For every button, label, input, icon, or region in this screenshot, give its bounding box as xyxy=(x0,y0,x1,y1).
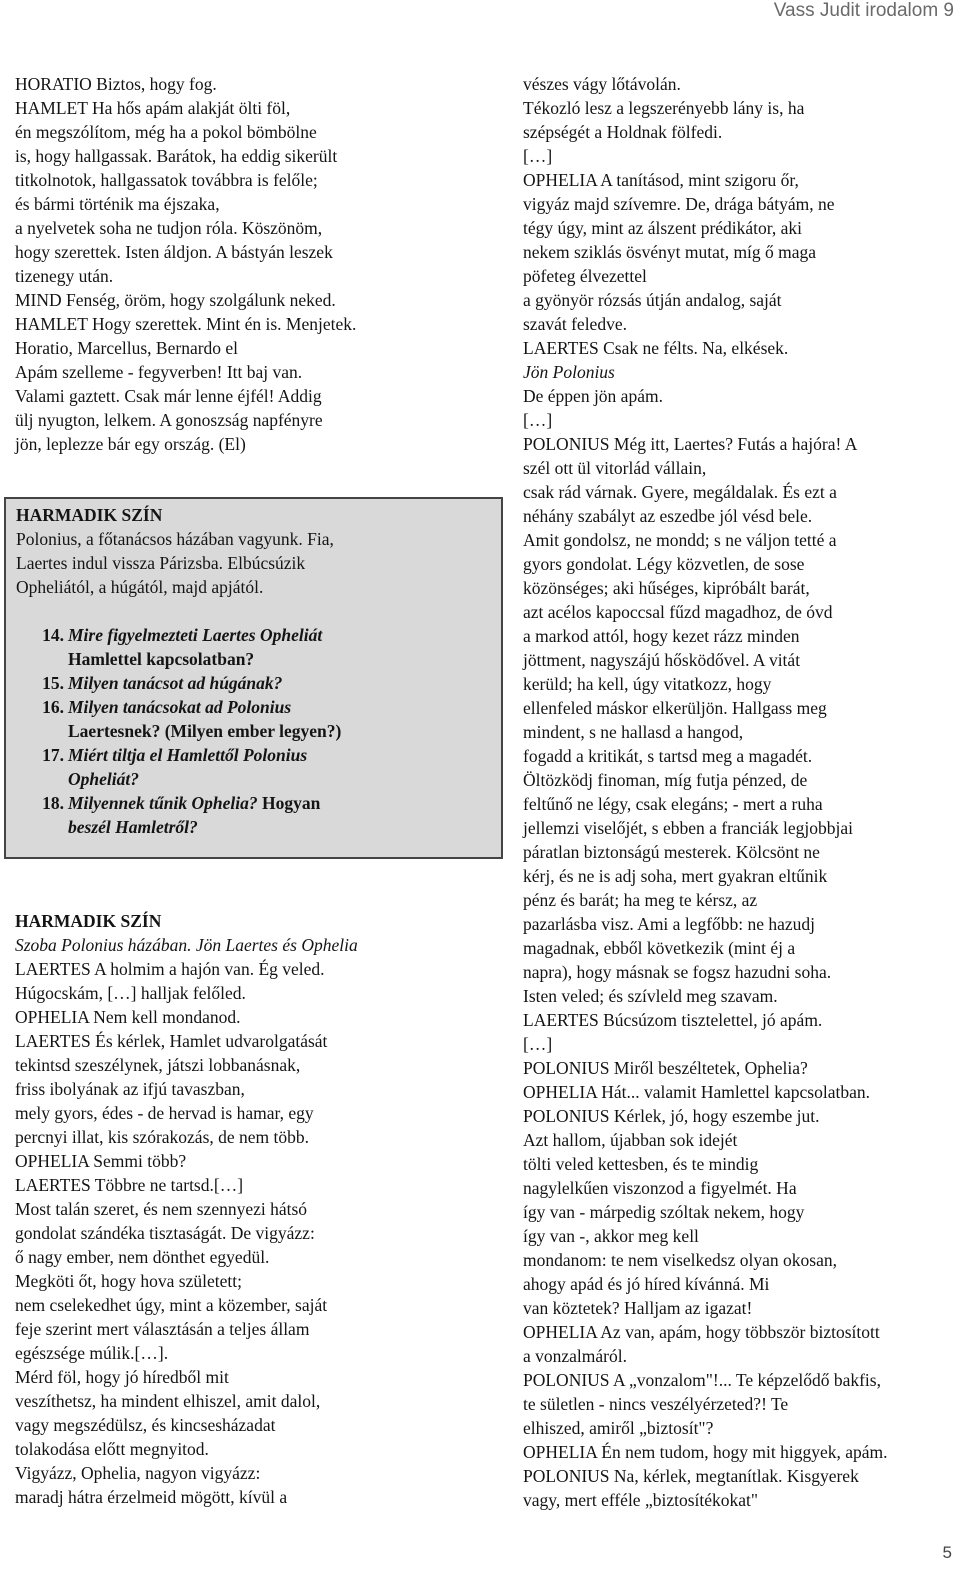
question-text xyxy=(68,671,282,695)
text-line: Mérd föl, hogy jó híredből mit xyxy=(15,1367,229,1387)
text-line: pénz és barát; ha meg te kérsz, az xyxy=(523,890,758,910)
text-line: HORATIO Biztos, hogy fog. xyxy=(15,74,217,94)
question-italic-text: Milyen tanácsot ad húgának? xyxy=(68,673,283,693)
text-line: MIND Fenség, öröm, hogy szolgálunk neked. xyxy=(15,290,336,310)
text-line: veszíthetsz, ha mindent elhiszel, amit dalol, xyxy=(15,1391,321,1411)
text-line: egészsége múlik.[…]. xyxy=(15,1343,169,1363)
text-line: POLONIUS A „vonzalom"!... Te képzelődő bakfis, xyxy=(523,1370,881,1390)
text-line: csak rád várnak. Gyere, megáldalak. És ezt a xyxy=(523,482,837,502)
text-line: Vigyázz, Ophelia, nagyon vigyázz: xyxy=(15,1463,261,1483)
question-text xyxy=(68,719,341,743)
text-line: hogy szerettek. Isten áldjon. A bástyán leszek xyxy=(15,242,333,262)
text-line: vigyáz majd szívemre. De, drága bátyám, ne xyxy=(523,194,835,214)
question-italic-text: Mire figyelmezteti Laertes Opheliát xyxy=(68,625,323,645)
text-line: Öltözködj finoman, míg futja pénzed, de xyxy=(523,770,808,790)
text-line: HAMLET Ha hős apám alakját ölti föl, xyxy=(15,98,291,118)
question-text xyxy=(68,623,322,647)
question-italic-text: Milyennek tűnik Ophelia? xyxy=(68,793,258,813)
text-line: POLONIUS Még itt, Laertes? Futás a hajóra! A xyxy=(523,434,858,454)
question-number: 16. xyxy=(42,697,64,717)
text-line: mondanom: te nem viselkedsz olyan okosan, xyxy=(523,1250,837,1270)
text-line: Isten veled; és szívleld meg szavam. xyxy=(523,986,778,1006)
text-line: mindent, s ne hallasd a hangod, xyxy=(523,722,744,742)
text-line: Amit gondolsz, ne mondd; s ne váljon tetté a xyxy=(523,530,837,550)
scene-lines xyxy=(15,957,500,1509)
page-number: 5 xyxy=(942,1543,952,1562)
question-italic-text: beszél Hamletről? xyxy=(68,817,198,837)
text-line: feltűnő ne légy, csak elegáns; - mert a ruha xyxy=(523,794,823,814)
text-line: a gyönyör rózsás útján andalog, saját xyxy=(523,290,782,310)
text-line: kérj, és ne is adj soha, mert gyakran eltűnik xyxy=(523,866,828,886)
text-line: szavát feledve. xyxy=(523,314,627,334)
text-line: néhány szabályt az eszedbe jól vésd bele. xyxy=(523,506,813,526)
question-line xyxy=(16,719,491,743)
text-line: percnyi illat, kis szórakozás, de nem több. xyxy=(15,1127,310,1147)
text-line: közönséges; aki hűséges, kipróbált barát, xyxy=(523,578,810,598)
text-line: gyors gondolat. Légy közvetlen, de sose xyxy=(523,554,805,574)
text-line: HAMLET Hogy szerettek. Mint én is. Menjetek. xyxy=(15,314,357,334)
text-line: tölti veled kettesben, és te mindig xyxy=(523,1154,759,1174)
text-line: elhiszed, amiről „biztosít"? xyxy=(523,1418,714,1438)
question-text xyxy=(68,815,198,839)
question-line xyxy=(16,695,491,719)
text-line: Azt hallom, újabban sok idejét xyxy=(523,1130,738,1150)
text-line: OPHELIA A tanításod, mint szigoru őr, xyxy=(523,170,799,190)
text-line: így van -, akkor meg kell xyxy=(523,1226,699,1246)
right-column xyxy=(523,72,960,1512)
question-number xyxy=(28,719,68,743)
text-line: Apám szelleme - fegyverben! Itt baj van. xyxy=(15,362,303,382)
text-line: pöfeteg élvezettel xyxy=(523,266,647,286)
text-line: szél ott ül vitorlád vállain, xyxy=(523,458,707,478)
text-line: LAERTES Csak ne félts. Na, elkések. xyxy=(523,338,789,358)
text-line: én megszólítom, még ha a pokol bömbölne xyxy=(15,122,317,142)
text-line: […] xyxy=(523,146,553,166)
text-line: POLONIUS Na, kérlek, megtanítlak. Kisgyerek xyxy=(523,1466,859,1486)
text-line: ellenfeled máskor elkerüljön. Hallgass meg xyxy=(523,698,827,718)
question-line xyxy=(16,791,491,815)
text-line: Most talán szeret, és nem szennyezi hátsó xyxy=(15,1199,308,1219)
text-line: nem cselekedhet úgy, mint a közember, saját xyxy=(15,1295,328,1315)
question-number xyxy=(28,767,68,791)
text-line: tégy úgy, mint az álszent prédikátor, aki xyxy=(523,218,803,238)
text-line: kerüld; ha kell, úgy vitatkozz, hogy xyxy=(523,674,772,694)
box-intro xyxy=(16,527,491,599)
text-line: fogadd a kritikát, s tartsd meg a magadét. xyxy=(523,746,813,766)
text-line: van köztetek? Halljam az igazat! xyxy=(523,1298,753,1318)
question-text xyxy=(68,695,291,719)
text-line: is, hogy hallgassak. Barátok, ha eddig sikerült xyxy=(15,146,338,166)
text-line: OPHELIA Hát... valamit Hamlettel kapcsolatban. xyxy=(523,1082,870,1102)
text-line: napra), hogy másnak se fogsz hazudni soha. xyxy=(523,962,832,982)
text-line: Horatio, Marcellus, Bernardo el xyxy=(15,338,239,358)
question-line xyxy=(16,767,491,791)
text-line: így van - márpedig szóltak nekem, hogy xyxy=(523,1202,805,1222)
text-line: te sületlen - nincs veszélyérzeted?! Te xyxy=(523,1394,789,1414)
text-line: jön, leplezze bár egy ország. (El) xyxy=(15,434,246,454)
text-line: LAERTES Búcsúzom tisztelettel, jó apám. xyxy=(523,1010,823,1030)
question-number: 14. xyxy=(42,625,64,645)
question-plain-text: Laertesnek? (Milyen ember legyen?) xyxy=(68,721,342,741)
text-line: tizenegy után. xyxy=(15,266,114,286)
text-line: páratlan biztonságú mesterek. Kölcsönt ne xyxy=(523,842,820,862)
scene-text xyxy=(15,909,500,1509)
text-line: nekem sziklás ösvényt mutat, míg ő maga xyxy=(523,242,817,262)
question-number: 18. xyxy=(42,793,64,813)
text-line: LAERTES A holmim a hajón van. Ég veled. xyxy=(15,959,325,979)
text-line: OPHELIA Az van, apám, hogy többször biztosított xyxy=(523,1322,880,1342)
text-line: LAERTES És kérlek, Hamlet udvarolgatását xyxy=(15,1031,328,1051)
text-line: szépségét a Holdnak fölfedi. xyxy=(523,122,723,142)
text-line: Tékozló lesz a legszerényebb lány is, ha xyxy=(523,98,805,118)
text-line: tekintsd szeszélynek, játszi lobbanásnak, xyxy=(15,1055,301,1075)
question-italic-text: Miért tiltja el Hamlettől Polonius xyxy=(68,745,308,765)
text-line: mely gyors, édes - de hervad is hamar, egy xyxy=(15,1103,314,1123)
text-line: Opheliától, a húgától, majd apjától. xyxy=(16,577,264,597)
question-number: 17. xyxy=(42,745,64,765)
scene-info-box xyxy=(4,497,503,859)
text-line: Valami gaztett. Csak már lenne éjfél! Addig xyxy=(15,386,322,406)
question-line xyxy=(16,815,491,839)
text-line: maradj hátra érzelmeid mögött, kívül a xyxy=(15,1487,288,1507)
text-line: Polonius, a főtanácsos házában vagyunk. Fia, xyxy=(16,529,334,549)
text-line: De éppen jön apám. xyxy=(523,386,663,406)
text-line: […] xyxy=(523,1034,553,1054)
text-line: nagylelkűen viszonzod a figyelmét. Ha xyxy=(523,1178,797,1198)
box-title: HARMADIK SZÍN xyxy=(16,505,163,525)
text-line: a nyelvetek soha ne tudjon róla. Köszönöm, xyxy=(15,218,323,238)
stage-direction: Szoba Polonius házában. Jön Laertes és Ophelia xyxy=(15,935,358,955)
text-line: tolakodása előtt megnyitod. xyxy=(15,1439,209,1459)
text-line: OPHELIA Semmi több? xyxy=(15,1151,187,1171)
question-line xyxy=(16,671,491,695)
question-italic-text: Opheliát? xyxy=(68,769,139,789)
text-line: OPHELIA Én nem tudom, hogy mit higgyek, apám. xyxy=(523,1442,888,1462)
text-line: gondolat szándéka tisztaságát. De vigyázz: xyxy=(15,1223,315,1243)
question-number xyxy=(28,815,68,839)
text-line: pazarlásba visz. Ami a legfőbb: ne hazudj xyxy=(523,914,816,934)
question-plain-text: Hamlettel kapcsolatban? xyxy=(68,649,255,669)
text-line: ahogy apád és jó híred kívánná. Mi xyxy=(523,1274,770,1294)
question-text xyxy=(68,743,307,767)
question-text xyxy=(68,767,139,791)
text-line: azt acélos kapoccsal fűzd magadhoz, de óvd xyxy=(523,602,833,622)
text-line: magadnak, ebből következik (mint éj a xyxy=(523,938,796,958)
scene-title: HARMADIK SZÍN xyxy=(15,911,162,931)
page-header: Vass Judit irodalom 9 xyxy=(773,0,954,21)
text-line: titkolnotok, hallgassatok továbbra is felőle; xyxy=(15,170,318,190)
text-line: Megköti őt, hogy hova született; xyxy=(15,1271,242,1291)
text-line: és bármi történik ma éjszaka, xyxy=(15,194,220,214)
question-plain-text: Hogyan xyxy=(257,793,321,813)
text-line: vagy megszédülsz, és kincsesházadat xyxy=(15,1415,276,1435)
question-italic-text: Milyen tanácsokat ad Polonius xyxy=(68,697,292,717)
text-line: a vonzalmáról. xyxy=(523,1346,627,1366)
text-line: jellemzi viselőjét, s ebben a franciák legjobbjai xyxy=(523,818,853,838)
question-line xyxy=(16,647,491,671)
text-line: friss ibolyának az ifjú tavaszban, xyxy=(15,1079,245,1099)
text-line: […] xyxy=(523,410,553,430)
text-line: ő nagy ember, nem dönthet egyedül. xyxy=(15,1247,270,1267)
text-line: POLONIUS Kérlek, jó, hogy eszembe jut. xyxy=(523,1106,820,1126)
text-line: POLONIUS Miről beszéltetek, Ophelia? xyxy=(523,1058,808,1078)
question-number: 15. xyxy=(42,673,64,693)
text-line: Laertes indul vissza Párizsba. Elbúcsúzik xyxy=(16,553,306,573)
text-line: LAERTES Többre ne tartsd.[…] xyxy=(15,1175,244,1195)
question-line xyxy=(16,623,491,647)
text-line: jöttment, nagyszájú hősködővel. A vitát xyxy=(523,650,801,670)
text-line: vagy, mert efféle „biztosítékokat" xyxy=(523,1490,759,1510)
text-line: Húgocskám, […] halljak felőled. xyxy=(15,983,246,1003)
text-line: feje szerint mert választásán a teljes állam xyxy=(15,1319,310,1339)
question-list xyxy=(16,623,491,839)
left-column-top xyxy=(15,72,500,456)
text-line: vészes vágy lőtávolán. xyxy=(523,74,681,94)
text-line: ülj nyugton, lelkem. A gonoszság napfényre xyxy=(15,410,323,430)
question-text xyxy=(68,791,320,815)
question-text xyxy=(68,647,254,671)
text-line: OPHELIA Nem kell mondanod. xyxy=(15,1007,241,1027)
text-line: Jön Polonius xyxy=(523,362,615,382)
question-number xyxy=(28,647,68,671)
text-line: a markod attól, hogy kezet rázz minden xyxy=(523,626,800,646)
question-line xyxy=(16,743,491,767)
